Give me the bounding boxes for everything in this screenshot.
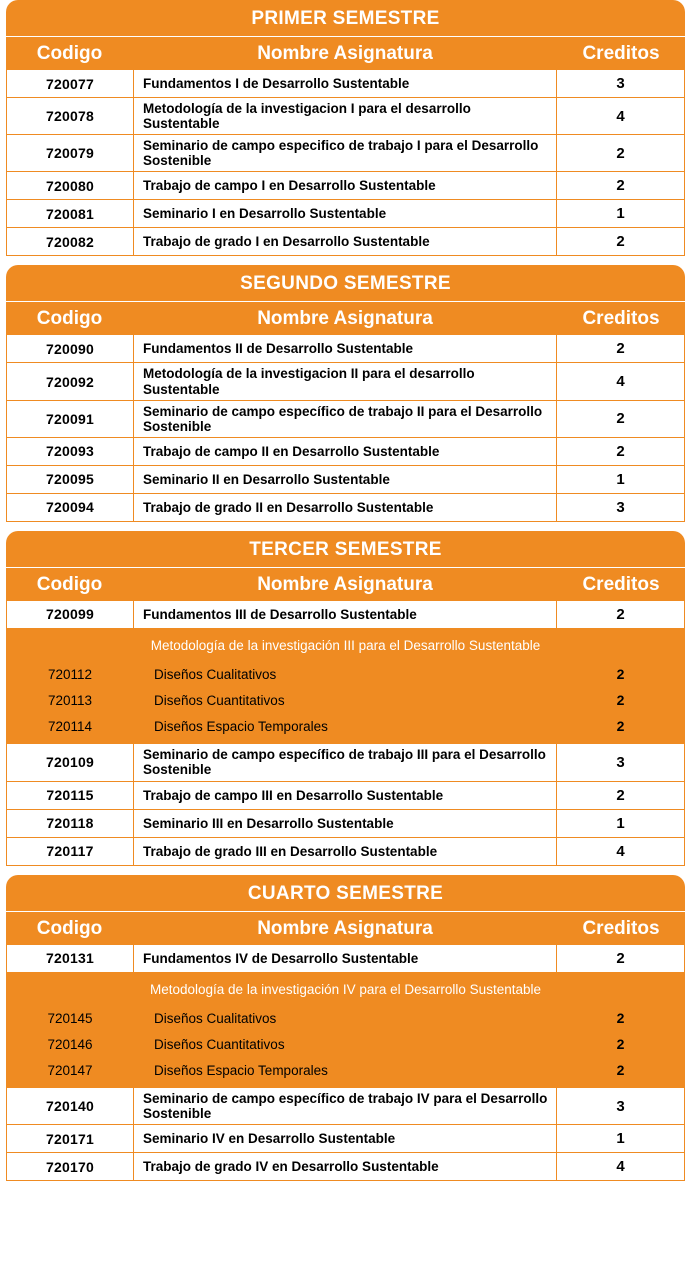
column-header-code: Codigo (36, 917, 103, 939)
course-credits-cell: 2 (616, 442, 625, 460)
course-credits-cell: 3 (616, 498, 625, 516)
course-code-cell: 720095 (7, 466, 134, 493)
course-code-cell: 720146 (47, 1036, 93, 1052)
table-row (7, 172, 684, 200)
table-row (7, 1153, 684, 1180)
course-code-cell: 720117 (7, 838, 134, 865)
table-row (7, 401, 684, 438)
course-code-cell: 720118 (7, 810, 134, 837)
course-code-cell: 720109 (7, 744, 134, 780)
course-credits-cell: 2 (616, 410, 625, 428)
course-credits-cell: 1 (616, 814, 625, 832)
course-code-cell: 720093 (7, 438, 134, 465)
subsection-block (6, 629, 685, 745)
course-name-cell: Trabajo de grado I en Desarrollo Sustentable (134, 228, 557, 255)
table-body-after (6, 744, 685, 865)
table-row (7, 782, 684, 810)
course-name-cell: Seminario de campo específico de trabajo III para el Desarrollo Sostenible (134, 744, 557, 780)
course-credits-cell: 2 (616, 144, 625, 162)
course-credits-cell: 2 (616, 949, 625, 967)
column-header-code: Codigo (36, 573, 103, 595)
table-row (7, 200, 684, 228)
column-header-credits: Creditos (582, 308, 660, 330)
column-header-code: Codigo (36, 43, 103, 64)
table-body-after (6, 1088, 685, 1181)
table-row (7, 135, 684, 172)
course-code-cell: 720080 (7, 172, 134, 199)
table-body (6, 70, 685, 256)
course-name-cell: Metodología de la investigacion I para el desarrollo Sustentable (134, 98, 557, 134)
course-name-cell: Trabajo de grado II en Desarrollo Sustentable (134, 494, 557, 521)
course-credits-cell: 2 (616, 1062, 625, 1079)
table-row (7, 335, 684, 363)
course-name-cell: Diseños Espacio Temporales (154, 718, 328, 734)
table-row (7, 838, 684, 865)
course-credits-cell: 1 (616, 1130, 625, 1148)
course-code-cell: 720112 (47, 666, 93, 682)
course-code-cell: 720147 (47, 1062, 93, 1078)
course-name-cell: Seminario de campo especifico de trabajo I para el Desarrollo Sostenible (134, 135, 557, 171)
course-name-cell: Diseños Cuantitativos (154, 692, 285, 708)
course-name-cell: Diseños Espacio Temporales (154, 1062, 328, 1078)
course-credits-cell: 4 (616, 373, 625, 391)
course-code-cell: 720092 (7, 363, 134, 399)
table-row (7, 810, 684, 838)
course-code-cell: 720131 (7, 945, 134, 972)
table-row (7, 945, 684, 972)
column-header-row (6, 301, 685, 335)
semester-block (6, 265, 685, 521)
course-name-cell: Diseños Cualitativos (154, 666, 277, 682)
table-row (7, 1125, 684, 1153)
table-row (7, 601, 684, 628)
course-code-cell: 720094 (7, 494, 134, 521)
course-credits-cell: 2 (616, 177, 625, 195)
table-row (7, 363, 684, 400)
column-header-name: Nombre Asignatura (257, 43, 433, 64)
table-row (7, 70, 684, 98)
semester-title: CUARTO SEMESTRE (6, 875, 685, 911)
course-name-cell: Metodología de la investigacion II para el desarrollo Sustentable (134, 363, 557, 399)
semester-title: SEGUNDO SEMESTRE (6, 265, 685, 301)
subsection-block (6, 973, 685, 1089)
subsection-row (7, 1031, 684, 1057)
table-row (7, 494, 684, 521)
course-name-cell: Seminario IV en Desarrollo Sustentable (134, 1125, 557, 1152)
course-code-cell: 720170 (7, 1153, 134, 1180)
table-body (6, 335, 685, 521)
course-code-cell: 720171 (7, 1125, 134, 1152)
subsection-row (7, 661, 684, 687)
column-header-credits: Creditos (582, 43, 660, 64)
course-name-cell: Diseños Cuantitativos (154, 1036, 285, 1052)
course-name-cell: Seminario III en Desarrollo Sustentable (134, 810, 557, 837)
course-code-cell: 720113 (47, 692, 93, 708)
course-name-cell: Seminario II en Desarrollo Sustentable (134, 466, 557, 493)
course-credits-cell: 2 (616, 666, 625, 683)
course-name-cell: Fundamentos III de Desarrollo Sustentable (134, 601, 557, 628)
course-credits-cell: 1 (616, 470, 625, 488)
course-name-cell: Seminario de campo específico de trabajo II para el Desarrollo Sostenible (134, 401, 557, 437)
course-code-cell: 720082 (7, 228, 134, 255)
course-credits-cell: 2 (616, 786, 625, 804)
course-credits-cell: 2 (616, 605, 625, 623)
course-code-cell: 720145 (47, 1010, 93, 1026)
course-credits-cell: 4 (616, 1158, 625, 1176)
column-header-credits: Creditos (582, 573, 660, 595)
column-header-name: Nombre Asignatura (257, 917, 433, 939)
course-code-cell: 720090 (7, 335, 134, 362)
column-header-row (6, 911, 685, 945)
course-credits-cell: 3 (616, 753, 625, 771)
column-header-row (6, 36, 685, 70)
course-name-cell: Fundamentos I de Desarrollo Sustentable (134, 70, 557, 97)
subsection-row (7, 1005, 684, 1031)
course-name-cell: Trabajo de grado III en Desarrollo Sustentable (134, 838, 557, 865)
course-name-cell: Seminario de campo específico de trabajo IV para el Desarrollo Sostenible (134, 1088, 557, 1124)
course-code-cell: 720081 (7, 200, 134, 227)
table-row (7, 438, 684, 466)
course-name-cell: Fundamentos II de Desarrollo Sustentable (134, 335, 557, 362)
course-name-cell: Fundamentos IV de Desarrollo Sustentable (134, 945, 557, 972)
course-code-cell: 720078 (7, 98, 134, 134)
course-credits-cell: 4 (616, 107, 625, 125)
course-credits-cell: 2 (616, 340, 625, 358)
course-credits-cell: 2 (616, 233, 625, 251)
course-credits-cell: 2 (616, 692, 625, 709)
table-body-before (6, 945, 685, 973)
column-header-credits: Creditos (582, 917, 660, 939)
course-credits-cell: 2 (616, 1036, 625, 1053)
course-code-cell: 720079 (7, 135, 134, 171)
course-credits-cell: 3 (616, 75, 625, 92)
subsection-spacer (7, 739, 684, 743)
course-credits-cell: 2 (616, 718, 625, 735)
subsection-row (7, 713, 684, 739)
course-credits-cell: 1 (616, 205, 625, 223)
course-code-cell: 720115 (7, 782, 134, 809)
table-row (7, 744, 684, 781)
course-name-cell: Trabajo de campo III en Desarrollo Sustentable (134, 782, 557, 809)
table-row (7, 98, 684, 135)
semester-block (6, 875, 685, 1182)
course-name-cell: Trabajo de campo I en Desarrollo Sustentable (134, 172, 557, 199)
semester-block (6, 0, 685, 256)
course-credits-cell: 2 (616, 1010, 625, 1027)
column-header-row (6, 567, 685, 601)
semester-title: PRIMER SEMESTRE (6, 0, 685, 36)
semester-title: TERCER SEMESTRE (6, 531, 685, 567)
subsection-title: Metodología de la investigación IV para el Desarrollo Sustentable (150, 981, 541, 997)
subsection-spacer (7, 1083, 684, 1087)
semester-block (6, 531, 685, 866)
table-row (7, 228, 684, 255)
subsection-row (7, 687, 684, 713)
column-header-name: Nombre Asignatura (257, 308, 433, 330)
subsection-row (7, 1057, 684, 1083)
table-row (7, 466, 684, 494)
course-code-cell: 720099 (7, 601, 134, 628)
course-code-cell: 720077 (7, 70, 134, 97)
column-header-code: Codigo (36, 308, 103, 330)
course-name-cell: Trabajo de grado IV en Desarrollo Sustentable (134, 1153, 557, 1180)
table-row (7, 1088, 684, 1125)
subsection-title: Metodología de la investigación III para el Desarrollo Sustentable (150, 637, 541, 653)
course-name-cell: Trabajo de campo II en Desarrollo Sustentable (134, 438, 557, 465)
course-credits-cell: 3 (616, 1097, 625, 1115)
course-code-cell: 720091 (7, 401, 134, 437)
course-code-cell: 720140 (7, 1088, 134, 1124)
course-name-cell: Diseños Cualitativos (154, 1010, 277, 1026)
course-credits-cell: 4 (616, 842, 625, 860)
column-header-name: Nombre Asignatura (257, 573, 433, 595)
course-code-cell: 720114 (47, 718, 93, 734)
table-body-before (6, 601, 685, 629)
course-name-cell: Seminario I en Desarrollo Sustentable (134, 200, 557, 227)
